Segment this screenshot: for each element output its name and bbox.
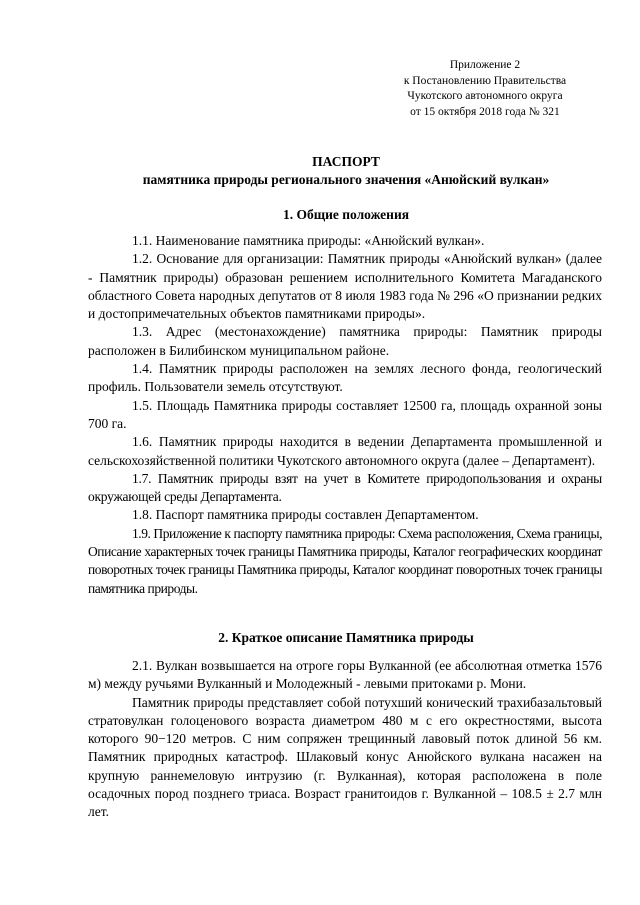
- appendix-line-3: Чукотского автономного округа: [407, 90, 563, 102]
- paragraph-1-7: 1.7. Памятник природы взят на учет в Комитете природопользования и охраны окружающей среды Департамента.: [88, 470, 602, 505]
- paragraph-1-5: 1.5. Площадь Памятника природы составляет 12500 га, площадь охранной зоны 700 га.: [88, 397, 602, 431]
- paragraph-1-2: 1.2. Основание для организации: Памятник природы «Анюйский вулкан» (далее - Памятник природы) образован решением исполнительного Комитета Магаданского областного Совета народных депутатов от 8 июля 1983 года № 296 «О признании редких и достопримечательных объектов памятниками природы».: [88, 251, 602, 322]
- appendix-line-4: от 15 октября 2018 года № 321: [410, 105, 560, 118]
- paragraph-2-2: Памятник природы представляет собой потухший конический трахибазальтовый стратовулкан голоценового возраста диаметром 480 м с его окрестностями, высота которого 90−120 метров. С ним сопряжен трещинный лавовый поток длиной 56 км. Памятник природных катастроф. Шлаковый конус Анюйского вулкана насажен на крупную раннемеловую интрузию (г. Вулканная), которая расположена в поле осадочных пород позднего триаса. Возраст гранитоидов г. Вулканной – 108.5 ± 2.7 млн лет.: [88, 694, 602, 820]
- paragraph-1-1: 1.1. Наименование памятника природы: «Анюйский вулкан».: [132, 233, 485, 248]
- section-1-heading: 1. Общие положения: [282, 207, 410, 222]
- document-title: [70, 153, 622, 189]
- section-2-body: [88, 657, 602, 822]
- paragraph-1-4: 1.4. Памятник природы расположен на землях лесного фонда, геологический профиль. Пользователи земель отсутствуют.: [88, 361, 602, 395]
- appendix-line-2: к Постановлению Правительства: [403, 74, 567, 87]
- paragraph-2-1: 2.1. Вулкан возвышается на отроге горы Вулканной (ее абсолютная отметка 1576 м) между ручьями Вулканный и Молодежный - левыми притоками р. Мони.: [88, 658, 602, 692]
- title-main: ПАСПОРТ: [312, 154, 380, 169]
- title-subtitle: памятника природы регионального значения «Анюйский вулкан»: [142, 172, 550, 187]
- paragraph-1-6: 1.6. Памятник природы находится в ведении Департамента промышленной и сельскохозяйственной политики Чукотского автономного округа (далее – Департамент).: [88, 434, 602, 468]
- paragraph-1-8: 1.8. Паспорт памятника природы составлен Департаментом.: [132, 507, 479, 523]
- section-1-body: [88, 232, 602, 598]
- appendix-header: [360, 58, 610, 120]
- section-2-heading: 2. Краткое описание Памятника природы: [218, 630, 474, 645]
- paragraph-1-3: 1.3. Адрес (местонахождение) памятника природы: Памятник природы расположен в Билибинском муниципальном районе.: [88, 324, 602, 358]
- appendix-line-1: Приложение 2: [449, 59, 521, 71]
- paragraph-1-9: 1.9. Приложение к паспорту памятника природы: Схема расположения, Схема границы, Описание характерных точек границы Памятника природы, Каталог географических координат поворотных точек границы Памятника природы, Каталог координат поворотных точек границы памятника природы.: [88, 525, 602, 596]
